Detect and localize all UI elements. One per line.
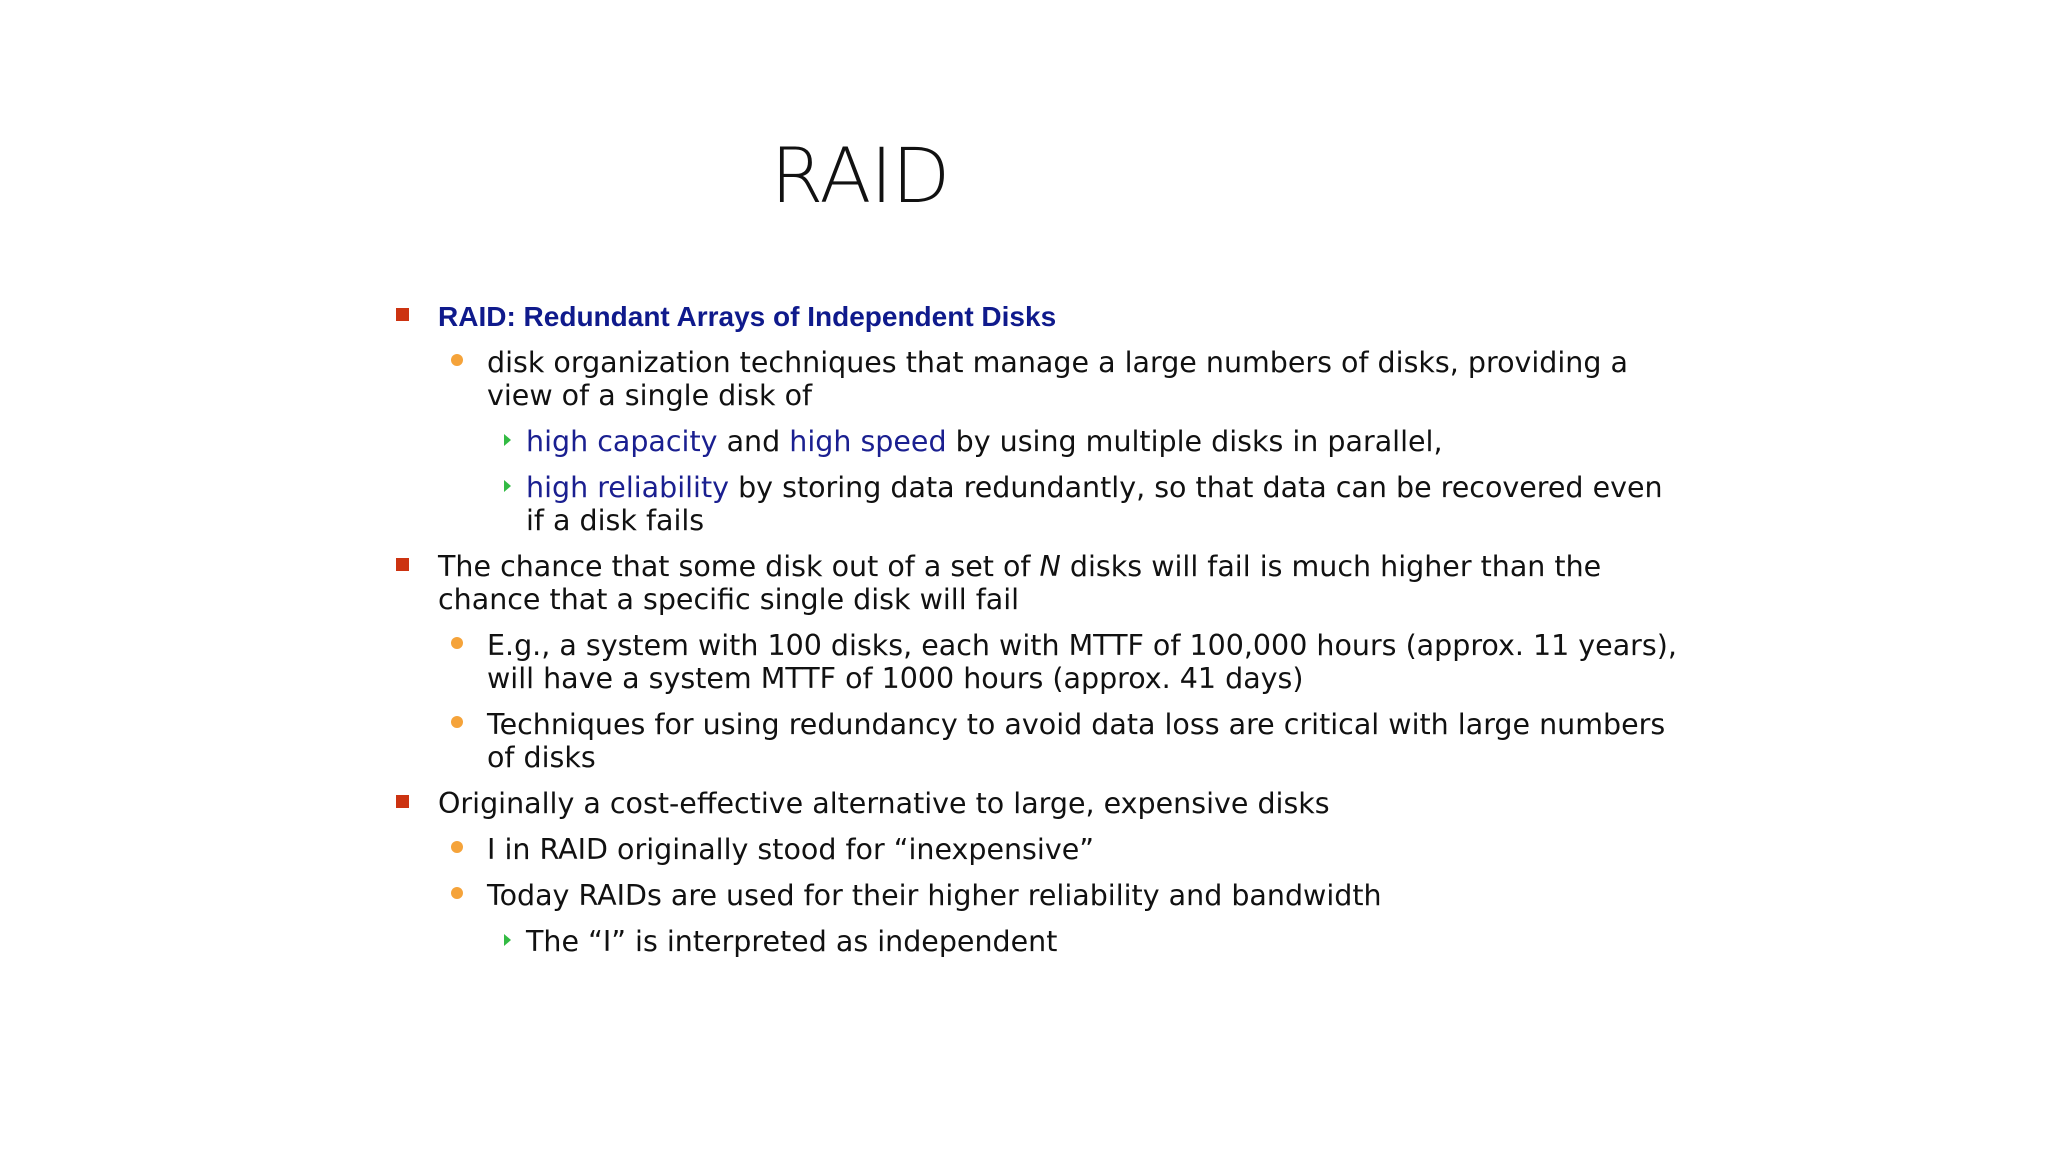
bullet-text: The chance that some disk out of a set of (438, 550, 1040, 583)
bullet-text: E.g., a system with 100 disks, each with MTTF of 100,000 hours (approx. 11 years), will have a system MTTF of 1000 hours (approx. 41 days) (487, 629, 1677, 695)
circle-bullet-icon (451, 637, 463, 649)
triangle-bullet-icon (504, 480, 511, 492)
bullet-text: Originally a cost-effective alternative to large, expensive disks (438, 787, 1330, 820)
bullet-text: by storing data redundantly, so that data can be recovered even if a disk fails (526, 471, 1663, 537)
bullet-item-level1 (392, 550, 1682, 616)
bullet-item-level1 (392, 787, 1682, 820)
triangle-bullet-icon (504, 934, 511, 946)
bullet-text: by using multiple disks in parallel, (946, 425, 1443, 458)
bullet-item-level1 (392, 300, 1682, 333)
circle-bullet-icon (451, 716, 463, 728)
circle-bullet-icon (451, 354, 463, 366)
highlight-text: high speed (789, 425, 947, 458)
triangle-bullet-icon (504, 434, 511, 446)
bullet-item-level2 (392, 833, 1682, 866)
bullet-item-level2 (392, 346, 1682, 412)
square-bullet-icon (396, 308, 409, 321)
italic-variable: N (1039, 550, 1061, 583)
circle-bullet-icon (451, 841, 463, 853)
bullet-item-level3 (392, 471, 1682, 537)
bullet-item-level3 (392, 925, 1682, 958)
highlight-text: high capacity (526, 425, 718, 458)
bullet-item-level2 (392, 708, 1682, 774)
slide-title: RAID (770, 131, 950, 220)
bullet-text: disks will fail is much higher than the chance that a specific single disk will fail (438, 550, 1602, 616)
square-bullet-icon (396, 558, 409, 571)
bullet-heading: RAID: Redundant Arrays of Independent Disks (438, 301, 1057, 332)
circle-bullet-icon (451, 887, 463, 899)
bullet-item-level2 (392, 879, 1682, 912)
bullet-text: The “I” is interpreted as independent (526, 925, 1058, 958)
bullet-text: and (717, 425, 790, 458)
bullet-item-level3 (392, 425, 1682, 458)
bullet-text: I in RAID originally stood for “inexpensive” (487, 833, 1094, 866)
bullet-text: Today RAIDs are used for their higher reliability and bandwidth (487, 879, 1382, 912)
slide-body (392, 300, 1682, 971)
square-bullet-icon (396, 795, 409, 808)
highlight-text: high reliability (526, 471, 730, 504)
bullet-text: Techniques for using redundancy to avoid data loss are critical with large numbers of disks (487, 708, 1666, 774)
bullet-text: disk organization techniques that manage a large numbers of disks, providing a view of a single disk of (487, 346, 1628, 412)
bullet-item-level2 (392, 629, 1682, 695)
